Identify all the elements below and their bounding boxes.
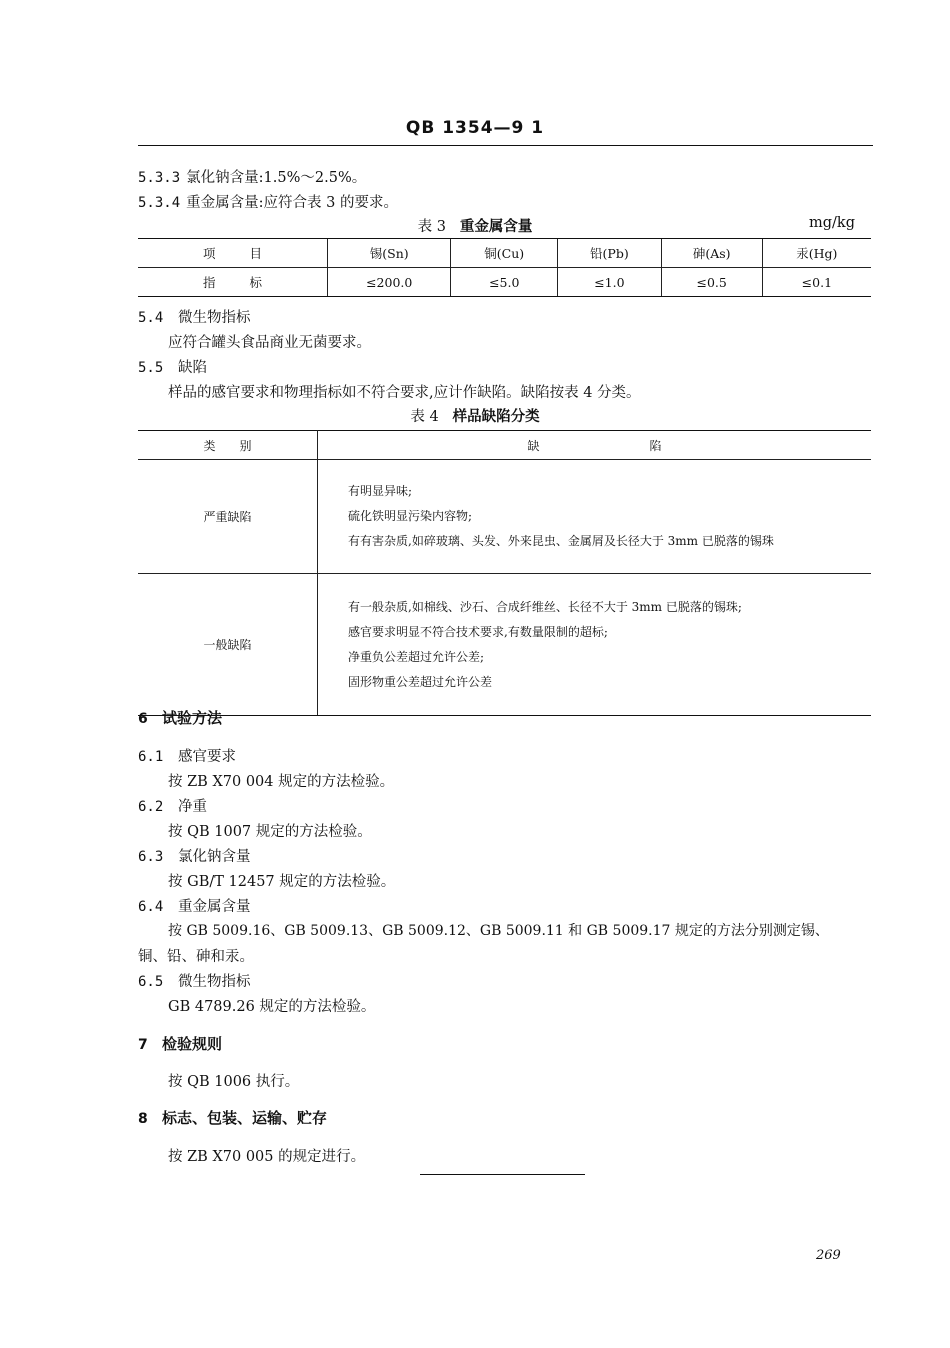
clause-title: 微生物指标 (178, 974, 251, 990)
table4-caption (0, 405, 950, 426)
page-number: 269 (816, 1248, 841, 1263)
defect-item: 固形物重公差超过允许公差 (348, 674, 493, 689)
table4-caption-prefix: 表 4 (410, 409, 439, 425)
section-number: 7 (138, 1037, 148, 1053)
clause-5-3-4 (138, 191, 398, 212)
clause-number: 6.4 (138, 899, 164, 915)
clause-6-3 (138, 845, 251, 866)
clause-6-1 (138, 745, 236, 766)
table-cell-defects (318, 574, 872, 716)
table3-unit: mg/kg (809, 215, 855, 231)
table-header-cell: 缺陷 (318, 431, 872, 460)
table-cell: 指标 (138, 268, 328, 297)
clause-6-3-body: 按 GB/T 12457 规定的方法检验。 (168, 874, 396, 890)
clause-number: 5.3.3 (138, 170, 181, 186)
table-cell: ≤0.1 (762, 268, 871, 297)
table-cell: ≤0.5 (661, 268, 762, 297)
clause-text: 氯化钠含量:1.5%～2.5%。 (186, 170, 367, 186)
clause-text: 重金属含量:应符合表 3 的要求。 (186, 195, 398, 211)
section-number: 6 (138, 711, 148, 727)
table-cell-defects (318, 460, 872, 574)
table-header-cell: 类别 (138, 431, 318, 460)
section-title: 试验方法 (162, 709, 223, 727)
table3-caption-title: 重金属含量 (459, 218, 533, 235)
table-row (138, 460, 871, 574)
table-header-cell: 砷(As) (661, 239, 762, 268)
table3-caption (0, 215, 950, 236)
section-7-heading (138, 1033, 222, 1054)
clause-5-3-3 (138, 166, 366, 187)
table-row (138, 268, 871, 297)
page-header: QB 1354—9 1 (405, 118, 545, 138)
clause-6-4 (138, 895, 251, 916)
table3-caption-prefix: 表 3 (417, 219, 446, 235)
clause-title: 感官要求 (178, 749, 236, 765)
table-cell-category: 一般缺陷 (138, 574, 318, 716)
clause-6-2-body: 按 QB 1007 规定的方法检验。 (168, 824, 372, 840)
clause-5-5-body: 样品的感官要求和物理指标如不符合要求,应计作缺陷。缺陷按表 4 分类。 (168, 385, 641, 401)
table-header-cell: 项目 (138, 239, 328, 268)
clause-5-4-body: 应符合罐头食品商业无菌要求。 (168, 335, 371, 351)
clause-number: 5.5 (138, 360, 164, 376)
section-8-heading (138, 1107, 327, 1128)
table-cell: ≤200.0 (328, 268, 451, 297)
table-header-row (138, 431, 871, 460)
section-title: 检验规则 (162, 1035, 223, 1053)
header-rule (138, 145, 873, 146)
defect-item: 有明显异味; (348, 484, 413, 498)
table-cell: ≤1.0 (558, 268, 662, 297)
clause-6-5-body: GB 4789.26 规定的方法检验。 (168, 999, 376, 1015)
defect-item: 感官要求明显不符合技术要求,有数量限制的超标; (348, 624, 608, 639)
clause-title: 缺陷 (178, 360, 207, 376)
clause-6-2 (138, 795, 207, 816)
clause-title: 微生物指标 (178, 310, 251, 326)
clause-5-5 (138, 356, 207, 377)
clause-6-1-body: 按 ZB X70 004 规定的方法检验。 (168, 774, 395, 790)
clause-number: 5.4 (138, 310, 164, 326)
defect-item: 净重负公差超过允许公差; (348, 649, 485, 664)
clause-number: 6.3 (138, 849, 164, 865)
section-number: 8 (138, 1111, 148, 1127)
clause-title: 净重 (178, 799, 207, 815)
section-8-body: 按 ZB X70 005 的规定进行。 (168, 1149, 366, 1165)
defect-item: 有有害杂质,如碎玻璃、头发、外来昆虫、金属屑及长径大于 3mm 已脱落的锡珠 (348, 534, 774, 548)
end-rule (420, 1174, 585, 1175)
table-header-row (138, 239, 871, 268)
section-7-body: 按 QB 1006 执行。 (168, 1074, 300, 1090)
section-6-heading (138, 707, 222, 728)
clause-number: 5.3.4 (138, 195, 181, 211)
table-header-cell: 铅(Pb) (558, 239, 662, 268)
heavy-metal-table (138, 238, 871, 297)
clause-5-4 (138, 306, 251, 327)
table4-caption-title: 样品缺陷分类 (452, 408, 540, 425)
clause-6-5 (138, 970, 251, 991)
section-title: 标志、包装、运输、贮存 (162, 1109, 328, 1127)
table-cell-category: 严重缺陷 (138, 460, 318, 574)
table-cell: ≤5.0 (451, 268, 558, 297)
clause-6-4-body-line2: 铜、铅、砷和汞。 (138, 949, 254, 965)
table-header-cell: 铜(Cu) (451, 239, 558, 268)
clause-title: 重金属含量 (178, 899, 251, 915)
clause-6-4-body-line1: 按 GB 5009.16、GB 5009.13、GB 5009.12、GB 5009.11 和 GB 5009.17 规定的方法分别测定锡、 (168, 923, 829, 939)
defect-item: 有一般杂质,如棉线、沙石、合成纤维丝、长径不大于 3mm 已脱落的锡珠; (348, 599, 742, 614)
defect-item: 硫化铁明显污染内容物; (348, 509, 473, 523)
clause-number: 6.2 (138, 799, 164, 815)
clause-number: 6.1 (138, 749, 164, 765)
table-header-cell: 锡(Sn) (328, 239, 451, 268)
table-header-cell: 汞(Hg) (762, 239, 871, 268)
defect-classification-table (138, 430, 871, 716)
table-row (138, 574, 871, 716)
clause-number: 6.5 (138, 974, 164, 990)
clause-title: 氯化钠含量 (178, 849, 251, 865)
